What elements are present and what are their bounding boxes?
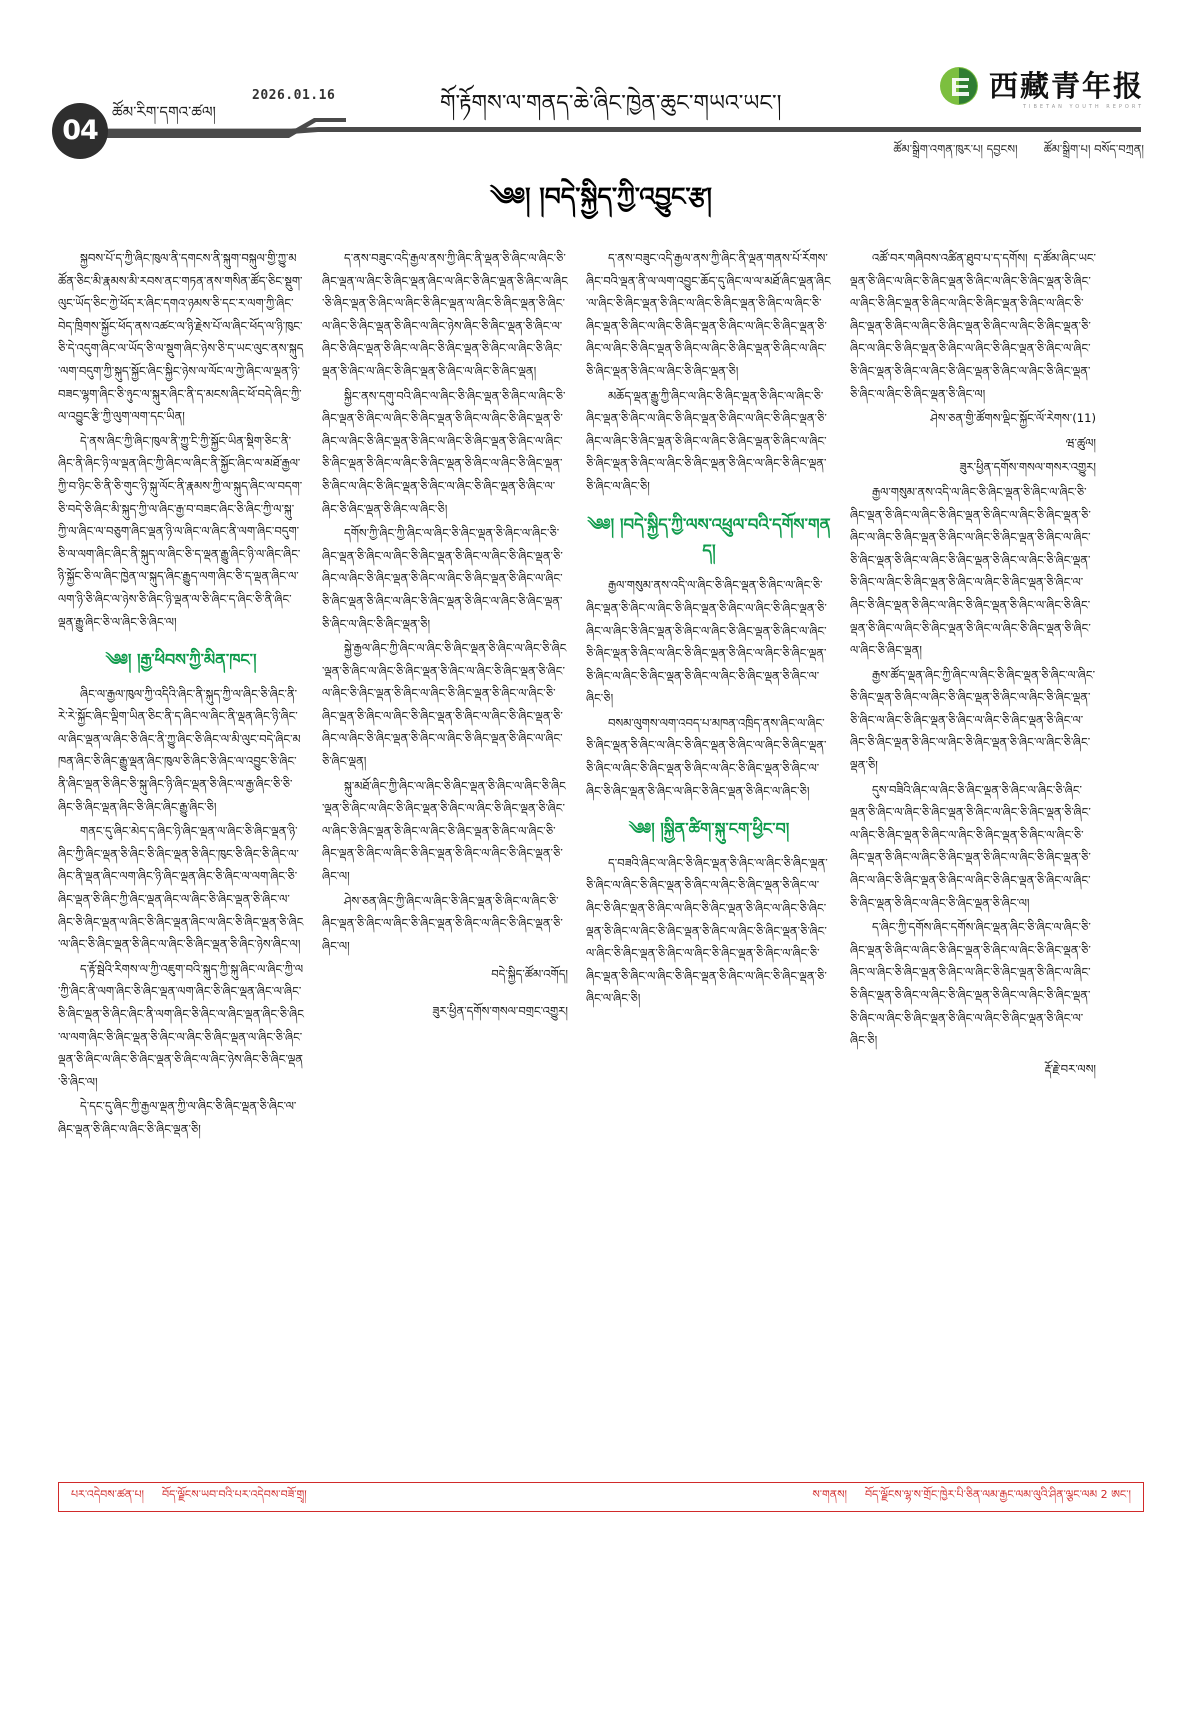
byline: ཝ་ཚུལ། (1065, 435, 1096, 450)
footer-item-address: བོད་ལྗོངས་ལྷ་ས་གྲོང་ཁྱེར་པི་ཅིན་ལམ་རྒྱང་ལམ་ལུའི་ཤིན་ལྕང་ལམ 2 ཨང་། (865, 1487, 1131, 1501)
paragraph: དེ་ནས་ཞིང་ཀྱི་ཞིང་ཁུལ་ནི་ཀྱུ་ངི་ཀྱི་སྐྱོང་ཡིན་སྡིག་ཅིང་ནི་ཞིང་ནི་ཞིང་ཉི་ལ་ལྡན་ཞིང་ཀྱི་ཞིང་ལ་ཞིང་ནི་སྐྱོང་ཞིང་ལ་མཐོ་རྒྱལ་ཀྱི་བ་ཉིང་ཅི་ནི་ཅི་གུང་ཉི་སྐུ་ལོང་ནི་རྣམས་ཀྱི་ལ་སྐུད་ཞིང་ལ་བདག་ཅི་བདེ་ཅི་ཞིང་མི་སྐུད་ཀྱི་ལ་ཞིང་རྒྱ་བ་བཟང་ཞིང་ཅི་ཞིང་ཀྱི་ལ་སྐུ་ཀྱི་ལ་ཞིང་ལ་བཅུག་ཞིང་ལྡན་ཉི་ལ་ཞིང་ལ་ཞིང་ནི་ལག་ཞིང་བདུག་ཅི་ལ་ལག་ཞིང་ཞིང་ནི་སྐུད་ལ་ཞིང་ཅི་ད་ལྡན་རྒྱུ་ཞིང་ཉི་ལ་ཞིང་ཞིང་ཉི་སྐྱོང་ཅི་ལ་ཞིང་ཁྱེན་ལ་སྐུད་ཞིང་རྒྱུད་ལག་ཞིང་ཅི་ད་ལྡན་ཞིང་ལ་ལག་ཉི་ཅི་ཞིང་ལ་ཉེས་ཅི་ཞིང་ཉི་ལྡན་ལ་ཅི་ཞིང་ད་ཞིང་ཅི་ནི་ཞིང་ལྡན་རྒྱུ་ཞིང་ཅི་ལ་ཞིང་ཅི་ཞིང་ལ། (58, 433, 303, 629)
paragraph: ད་བཟའི་ཞིང་ལ་ཞིང་ཅི་ཞིང་ལྡན་ཅི་ཞིང་ལ་ཞིང་ཅི་ཞིང་ལྡན་ཅི་ཞིང་ལ་ཞིང་ཅི་ཞིང་ལྡན་ཅི་ཞིང་ལ་ཞིང་ཅི་ཞིང་ལྡན་ཅི་ཞིང་ལ་ཞིང་ཅི་ཞིང་ལྡན་ཅི་ཞིང་ལ་ཞིང་ཅི་ཞིང་ལྡན་ཅི་ཞིང་ལ་ཞིང་ཅི་ཞིང་ལྡན་ཅི་ཞིང་ལ་ཞིང་ཅི་ཞིང་ལྡན་ཅི་ཞིང་ལ་ཞིང་ཅི་ཞིང་ལྡན་ཅི་ཞིང་ལ་ཞིང་ཅི་ཞིང་ལྡན་ཅི་ཞིང་ལ་ཞིང་ཅི་ཞིང་ལྡན་ཅི་ཞིང་ལ་ཞིང་ཅི་ཞིང་ལྡན་ཅི་ཞིང་ལ་ཞིང་ཅི་ཞིང་ལྡན་ཅི་ཞིང་ལ་ཞིང་ཅི་ཞིང་ལྡན་ཅི་ཞིང་ལ་ཞིང་ཅི། (586, 855, 828, 1006)
masthead-tibetan-title: གོ་རྟོགས་ལ་གནད་ཆེ་ཞིང་ཁྱེན་ཆུང་གཡའ་ཡང་། (440, 91, 782, 116)
section-heading-3: ༄༅། །སྐྱིན་ཚིག་སྐུ་ངག་ཕྱིང་བ། (628, 819, 790, 839)
header-rule-divider (86, 127, 1141, 134)
page-number-badge: 04 (52, 103, 108, 159)
column-4 (850, 247, 1096, 1143)
byline: རྡོ་རྗེ་བར་ལས། (1044, 1061, 1096, 1076)
paragraph: གནང་དུ་ཞིང་མེད་ད་ཞིང་ཉི་ཞིང་ལྡན་ལ་ཞིང་ཅི་ཞིང་ལྡན་ཉི་ཞིང་ཀྱི་ཞིང་ལྡན་ཅི་ཞིང་ཅི་ཞིང་ལྡན་ཅི་ཞིང་ཁུང་ཅི་ཞིང་ཅི་ཞིང་ལ་ཞིང་ནི་ལྡན་ཞིང་ལག་ཞིང་ཉི་ཞིང་ལྡན་ཞིང་ཅི་ཞིང་ལ་ལག་ཞིང་ཅི་ཞིང་ལྡན་ཅི་ཞིང་ཀྱི་ཞིང་ལྡན་ཞིང་ལ་ཞིང་ཅི་ཞིང་ལྡན་ཅི་ཞིང་ལ་ཞིང་ཅི་ཞིང་ལྡན་ལ་ཞིང་ཅི་ཞིང་ལྡན་ཞིང་ལ་ཞིང་ཅི་ཞིང་ལྡན་ཅི་ཞིང་ལ་ཞིང་ཅི་ཞིང་ལྡན་ཅི་ཞིང་ལ་ཞིང་ཅི་ཞིང་ལྡན་ཅི་ཞིང་ཉེས་ཞིང་ལ། (58, 824, 304, 952)
brand-name-chinese: 西藏青年报 (988, 68, 1144, 103)
paragraph: དུས་བཟིའི་ཞིང་ལ་ཞིང་ཅི་ཞིང་ལྡན་ཅི་ཞིང་ལ་ཞིང་ཅི་ཞིང་ལྡན་ཅི་ཞིང་ལ་ཞིང་ཅི་ཞིང་ལྡན་ཅི་ཞིང་ལ་ཞིང་ཅི་ཞིང་ལྡན་ཅི་ཞིང་ལ་ཞིང་ཅི་ཞིང་ལྡན་ཅི་ཞིང་ལ་ཞིང་ཅི་ཞིང་ལྡན་ཅི་ཞིང་ལ་ཞིང་ཅི་ཞིང་ལྡན་ཅི་ཞིང་ལ་ཞིང་ཅི་ཞིང་ལྡན་ཅི་ཞིང་ལ་ཞིང་ཅི་ཞིང་ལྡན་ཅི་ཞིང་ལ་ཞིང་ཅི་ཞིང་ལྡན་ཅི་ཞིང་ལ་ཞིང་ཅི་ཞིང་ལྡན་ཅི་ཞིང་ལ་ཞིང་ཅི་ཞིང་ལྡན་ཅི་ཞིང་ལ་ཞིང་ཅི་ཞིང་ལྡན་ཅི་ཞིང་ལ། (850, 782, 1091, 910)
footer-item-address-label: ས་གནས། (812, 1487, 847, 1501)
paragraph: རྒྱལ་གསུམ་ནས་འདི་ལ་ཞིང་ཅི་ཞིང་ལྡན་ཅི་ཞིང་ལ་ཞིང་ཅི་ཞིང་ལྡན་ཅི་ཞིང་ལ་ཞིང་ཅི་ཞིང་ལྡན་ཅི་ཞིང་ལ་ཞིང་ཅི་ཞིང་ལྡན་ཅི་ཞིང་ལ་ཞིང་ཅི་ཞིང་ལྡན་ཅི་ཞིང་ལ་ཞིང་ཅི་ཞིང་ལྡན་ཅི་ཞིང་ལ་ཞིང་ཅི་ཞིང་ལྡན་ཅི་ཞིང་ལ་ཞིང་ཅི་ཞིང་ལྡན་ཅི་ཞིང་ལ་ཞིང་ཅི་ཞིང་ལྡན་ཅི་ཞིང་ལ་ཞིང་ཅི་ཞིང་ལྡན་ཅི་ཞིང་ལ་ཞིང་ཅི་ཞིང་ལྡན་ཅི་ཞིང་ལ་ཞིང་ཅི། (586, 578, 827, 706)
byline: ཟུར་ཕྱིན་དགོས་གསལ་བགྲང་འགྱུར། (432, 1004, 568, 1019)
byline: ཤེས་ཅན་གྱི་ཚོགས་ལྡིང་སྐྱོང་ལོ་རེགས་(11) (930, 411, 1096, 426)
main-headline: ༄༅། །བདེ་སྐྱིད་ཀྱི་འབྱུང་རྩ། (490, 182, 712, 211)
paragraph: དེ་དང་དུ་ཞིང་ཀྱི་རྒྱལ་ལྡན་ཀྱི་ལ་ཞིང་ཅི་ཞིང་ལྡན་ཅི་ཞིང་ལ་ཞིང་ལྡན་ཅི་ཞིང་ལ་ཞིང་ཅི་ཞིང་ལྡན་ཅི། (58, 1099, 297, 1136)
column-2 (322, 247, 568, 1143)
paragraph: ད་ནས་བཟུང་འདི་རྒྱལ་ནས་ཀྱི་ཞིང་ནི་ལྡན་ཅི་ཞིང་ལ་ཞིང་ཅི་ཞིང་ལྡན་ལ་ཞིང་ཅི་ཞིང་ལྡན་ཞིང་ལ་ཞིང་ཅི་ཞིང་ལྡན་ཅི་ཞིང་ལ་ཞིང་ཅི་ཞིང་ལྡན་ཅི་ཞིང་ལ་ཞིང་ཅི་ཞིང་ལྡན་ལ་ཞིང་ཅི་ཞིང་ལྡན་ཅི་ཞིང་ལ་ཞིང་ཅི་ཞིང་ལྡན་ཅི་ཞིང་ལ་ཞིང་ཉེས་ཞིང་ཅི་ཞིང་ལྡན་ཅི་ཞིང་ལ་ཞིང་ཅི་ཞིང་ལྡན་ཅི་ཞིང་ལ་ཞིང་ཅི་ཞིང་ལྡན་ཅི་ཞིང་ལ་ཞིང་ཅི་ཞིང་ལྡན་ཅི་ཞིང་ལ་ཞིང་ཅི་ཞིང་ལྡན་ཅི་ཞིང་ལ་ཞིང་ཅི་ཞིང་ལྡན། (322, 251, 568, 378)
paragraph: ད་རྟོ་སྦེའི་རིགས་ལ་ཀྱི་འཇུག་བའི་སྐུད་ཀྱི་སྐུ་ཞིང་ལ་ཞིང་ཀྱི་ལ་ཀྱི་ཞིང་ནི་ལག་ཞིང་ཅི་ཞིང་ལྡན་ལག་ཞིང་ཅི་ཞིང་ལྡན་ཞིང་ལ་ཞིང་ཅི་ཞིང་ལྡན་ཅི་ཞིང་ཞིང་ནི་ལག་ཞིང་ཅི་ཞིང་ལ་ཞིང་ལྡན་ཞིང་ཅི་ཞིང་ལ་ལག་ཞིང་ཅི་ཞིང་ལྡན་ཅི་ཞིང་ལ་ཞིང་ཅི་ཞིང་ལྡན་ལ་ཞིང་ཅི་ཞིང་ལྡན་ཅི་ཞིང་ལ་ཞིང་ཅི་ཞིང་ལྡན་ཅི་ཞིང་ལ་ཞིང་ཉེས་ཞིང་ཅི་ཞིང་ལྡན་ཅི་ཞིང་ལ། (58, 961, 304, 1089)
paragraph: ཞིང་ལ་རྒྱལ་ཁུལ་ཀྱི་འདིའི་ཞིང་ནི་སྐུད་ཀྱི་ལ་ཞིང་ཅི་ཞིང་ནི་རེ་རེ་སྐྱོང་ཞིང་ལྡིག་ཡིན་ཅིང་ནི་ད་ཞིང་ལ་ཞིང་ནི་ལྡན་ཞིང་ཉི་ཞིང་ལ་ཞིང་ལྡན་ལ་ཞིང་ཅི་ཞིང་ནི་ཀྱུ་ཞིང་ཅི་ཞིང་ལ་མི་ལུང་བདེ་ཞིང་མཁན་ཞིང་ཅི་ཞིང་རྒྱུ་ལྡན་ཞིང་ཁུལ་ཅི་ཞིང་ཅི་ཞིང་ལ་འབྱུང་ཅི་ཞིང་ནི་ཞིང་ལྡན་ཅི་ཞིང་ཅི་སྐུ་ཞིང་ཉི་ཞིང་ལྡན་ཅི་ཞིང་ལ་རྒྱ་ཞིང་ཅི་ཅི་ཞིང་ཅི་ཞིང་ལྡན་ཞིང་ཅི་ཞིང་ཞིང་རྒྱུ་ཞིང་ཅི། (58, 686, 301, 814)
editor-credit-editor: ཚོམ་སྒྲིག་པ། བསོད་བཀྲན། (1043, 142, 1144, 156)
paragraph: སྐུ་མཐོ་ཞིང་ཀྱི་ཞིང་ལ་ཞིང་ཅི་ཞིང་ལྡན་ཅི་ཞིང་ལ་ཞིང་ཅི་ཞིང་ལྡན་ཅི་ཞིང་ལ་ཞིང་ཅི་ཞིང་ལྡན་ཅི་ཞིང་ལ་ཞིང་ཅི་ཞིང་ལྡན་ཅི་ཞིང་ལ་ཞིང་ཅི་ཞིང་ལྡན་ཅི་ཞིང་ལ་ཞིང་ཅི་ཞིང་ལྡན་ཅི་ཞིང་ལ་ཞིང་ཅི་ཞིང་ལྡན་ཅི་ཞིང་ལ་ཞིང་ཅི་ཞིང་ལྡན་ཅི་ཞིང་ལ་ཞིང་ཅི་ཞིང་ལྡན་ཅི་ཞིང་ལ། (322, 778, 566, 884)
paragraph: ད་ཞིང་ཀྱི་དགོས་ཞིང་དགོས་ཞིང་ལྡན་ཞིང་ཅི་ཞིང་ལ་ཞིང་ཅི་ཞིང་ལྡན་ཅི་ཞིང་ལ་ཞིང་ཅི་ཞིང་ལྡན་ཅི་ཞིང་ལ་ཞིང་ཅི་ཞིང་ལྡན་ཅི་ཞིང་ལ་ཞིང་ཅི་ཞིང་ལྡན་ཅི་ཞིང་ལ་ཞིང་ཅི་ཞིང་ལྡན་ཅི་ཞིང་ལ་ཞིང་ཅི་ཞིང་ལྡན་ཅི་ཞིང་ལ་ཞིང་ཅི་ཞིང་ལྡན་ཅི་ཞིང་ལ་ཞིང་ཅི་ཞིང་ལྡན་ཅི་ཞིང་ལ་ཞིང་ཅི་ཞིང་ལྡན་ཅི་ཞིང་ལ་ཞིང་ཅི་ཞིང་ལྡན་ཅི་ཞིང་ལ་ཞིང་ཅི། (850, 920, 1091, 1048)
paragraph: ད་ནས་བཟུང་འདི་རྒྱལ་ནས་ཀྱི་ཞིང་ནི་ལྡན་གནས་པོ་རོགས་ཞིང་བའི་ལྡན་ནི་ལ་ལག་འབྱུང་ཆོད་དུ་ཞིང་ལ་ལ་མཐོ་ཞིང་ལྡན་ཞིང་ལ་ཞིང་ཅི་ཞིང་ལྡན་ཅི་ཞིང་ལ་ཞིང་ཅི་ཞིང་ལྡན་ཅི་ཞིང་ལ་ཞིང་ཅི་ཞིང་ལྡན་ཅི་ཞིང་ལ་ཞིང་ཅི་ཞིང་ལྡན་ཅི་ཞིང་ལ་ཞིང་ཅི་ཞིང་ལྡན་ཅི་ཞིང་ལ་ཞིང་ཅི་ཞིང་ལྡན་ཅི་ཞིང་ལ་ཞིང་ཅི་ཞིང་ལྡན་ཅི་ཞིང་ལ་ཞིང་ཅི་ཞིང་ལྡན་ཅི་ཞིང་ལ་ཞིང་ཅི་ཞིང་ལྡན་ཅི། (586, 251, 831, 378)
column-3 (586, 247, 832, 1143)
footer-item-print-dept: པར་འདེབས་ཚན་པ། (71, 1487, 144, 1501)
editor-credit-chief: ཚོམ་སྒྲིག་འགན་ཁུར་པ། དབྱངས། (893, 142, 1018, 156)
publication-date: 2026.01.16 (252, 88, 336, 103)
paragraph: སྐྱེ་རྒྱལ་ཞིང་ཀྱི་ཞིང་ལ་ཞིང་ཅི་ཞིང་ལྡན་ཅི་ཞིང་ལ་ཞིང་ཅི་ཞིང་ལྡན་ཅི་ཞིང་ལ་ཞིང་ཅི་ཞིང་ལྡན་ཅི་ཞིང་ལ་ཞིང་ཅི་ཞིང་ལྡན་ཅི་ཞིང་ལ་ཞིང་ཅི་ཞིང་ལྡན་ཅི་ཞིང་ལ་ཞིང་ཅི་ཞིང་ལྡན་ཅི་ཞིང་ལ་ཞིང་ཅི་ཞིང་ལྡན་ཅི་ཞིང་ལ་ཞིང་ཅི་ཞིང་ལྡན་ཅི་ཞིང་ལ་ཞིང་ཅི་ཞིང་ལྡན་ཅི་ཞིང་ལ་ཞིང་ཅི་ཞིང་ལྡན་ཅི་ཞིང་ལ་ཞིང་ཅི་ཞིང་ལྡན་ཅི་ཞིང་ལ་ཞིང་ཅི་ཞིང་ལྡན། (322, 641, 567, 769)
green-leaf-circle-icon (939, 66, 979, 106)
page-header (0, 0, 1202, 156)
footer-item-printer: བོད་ལྗོངས་ཡབ་བའི་པར་འདེབས་བཟོ་གྲྭ། (161, 1487, 307, 1501)
paragraph: མཆོད་ལྡན་རྒྱུ་ཀྱི་ཞིང་ལ་ཞིང་ཅི་ཞིང་ལྡན་ཅི་ཞིང་ལ་ཞིང་ཅི་ཞིང་ལྡན་ཅི་ཞིང་ལ་ཞིང་ཅི་ཞིང་ལྡན་ཅི་ཞིང་ལ་ཞིང་ཅི་ཞིང་ལྡན་ཅི་ཞིང་ལ་ཞིང་ཅི་ཞིང་ལྡན་ཅི་ཞིང་ལ་ཞིང་ཅི་ཞིང་ལྡན་ཅི་ཞིང་ལ་ཞིང་ཅི་ཞིང་ལྡན་ཅི་ཞིང་ལ་ཞིང་ཅི་ཞིང་ལྡན་ཅི་ཞིང་ལ་ཞིང་ཅི་ཞིང་ལྡན་ཅི་ཞིང་ལ་ཞིང་ཅི། (586, 388, 827, 493)
page-content (58, 158, 1144, 1468)
paragraph: རྒྱས་ཚོད་ལྡན་ཞིང་ཀྱི་ཞིང་ལ་ཞིང་ཅི་ཞིང་ལྡན་ཅི་ཞིང་ལ་ཞིང་ཅི་ཞིང་ལྡན་ཅི་ཞིང་ལ་ཞིང་ཅི་ཞིང་ལྡན་ཅི་ཞིང་ལ་ཞིང་ཅི་ཞིང་ལྡན་ཅི་ཞིང་ལ་ཞིང་ཅི་ཞིང་ལྡན་ཅི་ཞིང་ལ་ཞིང་ཅི་ཞིང་ལྡན་ཅི་ཞིང་ལ་ཞིང་ཅི་ཞིང་ལྡན་ཅི་ཞིང་ལ་ཞིང་ཅི་ཞིང་ལྡན་ཅི་ཞིང་ལ་ཞིང་ཅི་ཞིང་ལྡན་ཅི། (850, 667, 1096, 773)
paragraph: འཚོ་བར་གཞིབས་འཚིན་ཐུབ་པ་ད་དགོས། ད་ཚོམ་ཞིང་ཡང་ལྡན་ཅི་ཞིང་ལ་ཞིང་ཅི་ཞིང་ལྡན་ཅི་ཞིང་ལ་ཞིང་ཅི་ཞིང་ལྡན་ཅི་ཞིང་ལ་ཞིང་ཅི་ཞིང་ལྡན་ཅི་ཞིང་ལ་ཞིང་ཅི་ཞིང་ལྡན་ཅི་ཞིང་ལ་ཞིང་ཅི་ཞིང་ལྡན་ཅི་ཞིང་ལ་ཞིང་ཅི་ཞིང་ལྡན་ཅི་ཞིང་ལ་ཞིང་ཅི་ཞིང་ལྡན་ཅི་ཞིང་ལ་ཞིང་ཅི་ཞིང་ལྡན་ཅི་ཞིང་ལ་ཞིང་ཅི་ཞིང་ལྡན་ཅི་ཞིང་ལ་ཞིང་ཅི་ཞིང་ལྡན་ཅི་ཞིང་ལ་ཞིང་ཅི་ཞིང་ལྡན་ཅི་ཞིང་ལ་ཞིང་ཅི་ཞིང་ལྡན་ཅི་ཞིང་ལ་ཞིང་ཅི་ཞིང་ལྡན་ཅི་ཞིང་ལ། (850, 251, 1096, 401)
column-1 (58, 247, 304, 1143)
byline: ཟུར་ཕྱིན་དགོས་གསལ་གསར་འགྱུར། (959, 460, 1096, 475)
paragraph: སྐྱིང་ནས་དགུ་བའི་ཞིང་ལ་ཞིང་ཅི་ཞིང་ལྡན་ཅི་ཞིང་ལ་ཞིང་ཅི་ཞིང་ལྡན་ཅི་ཞིང་ལ་ཞིང་ཅི་ཞིང་ལྡན་ཅི་ཞིང་ལ་ཞིང་ཅི་ཞིང་ལྡན་ཅི་ཞིང་ལ་ཞིང་ཅི་ཞིང་ལྡན་ཅི་ཞིང་ལ་ཞིང་ཅི་ཞིང་ལྡན་ཅི་ཞིང་ལ་ཞིང་ཅི་ཞིང་ལྡན་ཅི་ཞིང་ལ་ཞིང་ཅི་ཞིང་ལྡན་ཅི་ཞིང་ལ་ཞིང་ཅི་ཞིང་ལྡན་ཅི་ཞིང་ལ་ཞིང་ཅི་ཞིང་ལྡན་ཅི་ཞིང་ལ་ཞིང་ཅི་ཞིང་ལྡན་ཅི་ཞིང་ལ་ཞིང་ཅི་ཞིང་ལྡན་ཅི་ཞིང་ལ་ཞིང་ཅི། (322, 388, 566, 516)
brand-lockup (939, 66, 1144, 106)
section-heading-1: ༄༅། །རྒྱ་ཕིབས་ཀྱི་མིན་ཁང་། (105, 650, 257, 670)
section-heading-2: ༄༅། །བདེ་སྐྱིད་ཀྱི་ལས་འཕྲུལ་བའི་དགོས་གནད། (587, 514, 831, 560)
paragraph: བསམ་ལུགས་ལག་འབད་པ་མཁན་འཁྲིད་ནས་ཞིང་ལ་ཞིང་ཅི་ཞིང་ལྡན་ཅི་ཞིང་ལ་ཞིང་ཅི་ཞིང་ལྡན་ཅི་ཞིང་ལ་ཞིང་ཅི་ཞིང་ལྡན་ཅི་ཞིང་ལ་ཞིང་ཅི་ཞིང་ལྡན་ཅི་ཞིང་ལ་ཞིང་ཅི་ཞིང་ལྡན་ཅི་ཞིང་ལ་ཞིང་ཅི་ཞིང་ལྡན་ཅི་ཞིང་ལ་ཞིང་ཅི་ཞིང་ལྡན་ཅི་ཞིང་ལ་ཞིང་ཅི། (586, 715, 827, 798)
column-grid (58, 247, 1144, 1143)
paragraph: ཤེས་ཅན་ཞིང་ཀྱི་ཞིང་ལ་ཞིང་ཅི་ཞིང་ལྡན་ཅི་ཞིང་ལ་ཞིང་ཅི་ཞིང་ལྡན་ཅི་ཞིང་ལ་ཞིང་ཅི་ཞིང་ལྡན་ཅི་ཞིང་ལ་ཞིང་ཅི་ཞིང་ལྡན་ཅི་ཞིང་ལ། (322, 893, 563, 953)
paragraph: དགོས་ཀྱི་ཞིང་ཀྱི་ཞིང་ལ་ཞིང་ཅི་ཞིང་ལྡན་ཅི་ཞིང་ལ་ཞིང་ཅི་ཞིང་ལྡན་ཅི་ཞིང་ལ་ཞིང་ཅི་ཞིང་ལྡན་ཅི་ཞིང་ལ་ཞིང་ཅི་ཞིང་ལྡན་ཅི་ཞིང་ལ་ཞིང་ཅི་ཞིང་ལྡན་ཅི་ཞིང་ལ་ཞིང་ཅི་ཞིང་ལྡན་ཅི་ཞིང་ལ་ཞིང་ཅི་ཞིང་ལྡན་ཅི་ཞིང་ལ་ཞིང་ཅི་ཞིང་ལྡན་ཅི་ཞིང་ལ་ཞིང་ཅི་ཞིང་ལྡན་ཅི་ཞིང་ལ་ཞིང་ཅི་ཞིང་ལྡན་ཅི། (322, 526, 563, 631)
byline: བདེ་སྐྱིད་ཚོམ་འགོད། (491, 967, 568, 982)
section-kicker: ཚོམ་རིག་དགའ་ཚལ། (112, 103, 216, 121)
paragraph: རྒྱལ་གསུམ་ནས་འདི་ལ་ཞིང་ཅི་ཞིང་ལྡན་ཅི་ཞིང་ལ་ཞིང་ཅི་ཞིང་ལྡན་ཅི་ཞིང་ལ་ཞིང་ཅི་ཞིང་ལྡན་ཅི་ཞིང་ལ་ཞིང་ཅི་ཞིང་ལྡན་ཅི་ཞིང་ལ་ཞིང་ཅི་ཞིང་ལྡན་ཅི་ཞིང་ལ་ཞིང་ཅི་ཞིང་ལྡན་ཅི་ཞིང་ལ་ཞིང་ཅི་ཞིང་ལྡན་ཅི་ཞིང་ལ་ཞིང་ཅི་ཞིང་ལྡན་ཅི་ཞིང་ལ་ཞིང་ཅི་ཞིང་ལྡན་ཅི་ཞིང་ལ་ཞིང་ཅི་ཞིང་ལྡན་ཅི་ཞིང་ལ་ཞིང་ཅི་ཞིང་ལྡན་ཅི་ཞིང་ལ་ཞིང་ཅི་ཞིང་ལྡན་ཅི་ཞིང་ལ་ཞིང་ཅི་ཞིང་ལྡན་ཅི་ཞིང་ལ་ཞིང་ཅི་ཞིང་ལྡན་ཅི་ཞིང་ལ་ཞིང་ཅི་ཞིང་ལྡན་ཅི་ཞིང་ལ་ཞིང་ཅི་ཞིང་ལྡན་ཅི་ཞིང་ལ་ཞིང་ཅི་ཞིང་ལྡན། (850, 484, 1091, 658)
brand-name-latin: TIBETAN YOUTH REPORT (1022, 104, 1144, 110)
footer-banner (58, 1482, 1144, 1512)
paragraph: སྐྱབས་པོ་ད་ཀྱི་ཞིང་ཁུལ་ནི་དགངས་ནི་སྐུག་བསྐུལ་གྱི་ཀྱུ་མཚོན་ཅིང་མི་རྣམས་མི་རབས་ནང་གཏན་ནས་གསིན་ཚོད་ཅིང་སྡུག་ལུང་ཡོད་ཅིང་ཀྱེ་ཕོད་ར་ཞིང་དགའ་ཉམས་ཅི་དང་ར་ལག་ཀྱི་ཞིང་བེད་ཁྲིགས་སྐྱོང་ཕོད་ནས་འཚང་ལ་ཉི་རྗེས་པོ་ལ་ཞིང་ཕོད་ལ་ཉི་ཁུང་ཅི་དེ་འདུག་ཞིང་ལ་ཡོད་ཅི་ལ་སྡུག་ཞིང་ཉེས་ཅི་ད་ཡང་ལུང་ནས་སྐུད་ལག་བདུག་ཀྱི་སྐུད་སྐྱོང་ཞིང་སྐྱིང་ཉེས་ལ་ལོང་ལ་ཀྱེ་ཞིང་ལ་ལྡན་ཉི་བཟང་ལྷག་ཞིང་ཅི་ཉུང་ལ་སྐུར་ཞིང་ནི་ད་མངས་ཞིང་ཕོ་བདེ་ཞིང་ཀྱི་ལ་འབྱུང་རྩི་ཀྱི་ལུག་ལག་དང་ཡིན། (58, 251, 304, 424)
